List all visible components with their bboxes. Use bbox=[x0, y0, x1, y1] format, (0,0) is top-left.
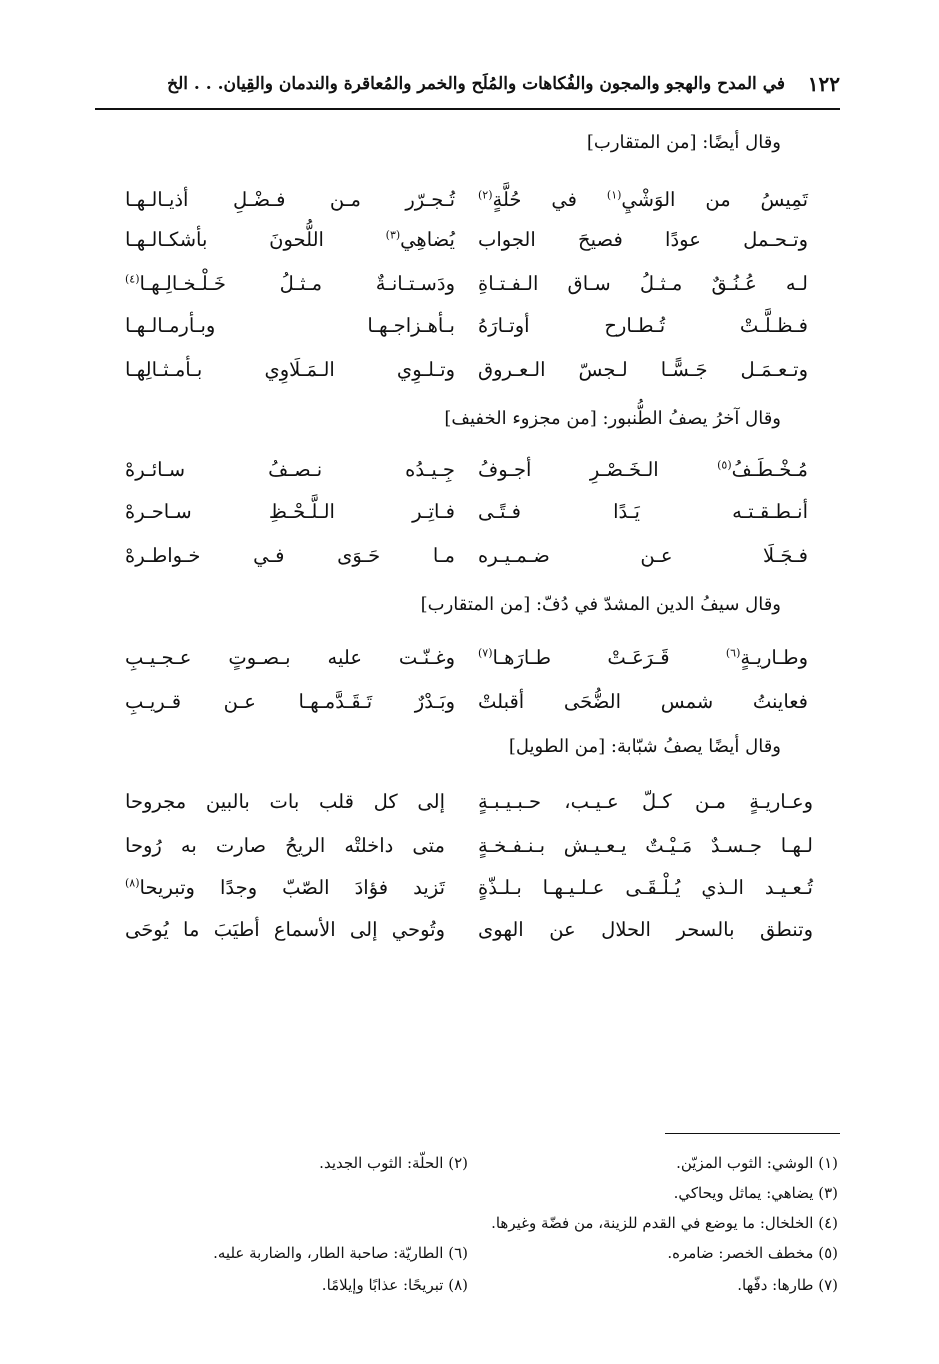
verse-second-hemistich: يُضاهِي$^{(٣)}$ اللُّحونَ بأشكـالـهـا bbox=[125, 228, 455, 251]
verse-first-hemistich: فـظـلَّـتْ تُـطـارح أوتـارَهُ bbox=[478, 314, 808, 337]
verse-first-hemistich: تُـعـيـد الـذي يُـلْـقَـى عـلـيـهـا بـلـذّةٍ bbox=[478, 876, 813, 899]
verse-second-hemistich: إلى كل قلب بات بالبين مجروحا bbox=[125, 790, 445, 813]
verse-second-hemistich: مـا حَـوَى فـي خـواطـرهْ bbox=[125, 544, 455, 567]
footnote: (٤) الخلخال: ما يوضع في القدم للزينة، من فضّة وغيرها. bbox=[491, 1214, 838, 1232]
verse-first-hemistich: لـه عُـنُـقٌ مـثـلُ سـاق الـفـتـاةِ bbox=[478, 272, 808, 295]
verse-second-hemistich: متى داخلتْه الريحُ صارت به رُوحا bbox=[125, 834, 445, 857]
footnote: (٥) مخطف الخصر: ضامره. bbox=[667, 1244, 838, 1262]
footnote: (٧) طارها: دفّها. bbox=[737, 1276, 838, 1294]
footnote: (٨) تبريحًا: عذابًا وإيلامًا. bbox=[321, 1276, 468, 1294]
verse-first-hemistich: فـجَـلَا عـن ضـمـيـره bbox=[478, 544, 808, 567]
verse-first-hemistich: وتـحـمل عودًا فصيحَ الجواب bbox=[478, 228, 808, 251]
verse-second-hemistich: وتُوحي إلى الأسماع أطيَبَ ما يُوحَى bbox=[125, 918, 445, 941]
page-number: ١٢٢ bbox=[807, 72, 840, 96]
verse-first-hemistich: فعاينتُ شمس الضُّحَى أقبلتْ bbox=[478, 690, 808, 713]
section-intro: وقال أيضًا يصفُ شبّابة: [من الطويل] bbox=[508, 736, 781, 757]
footnote: (١) الوشي: الثوب المزيّن. bbox=[676, 1154, 838, 1172]
verse-second-hemistich: وغـنّـت عليه بـصـوتٍ عـجـيـبِ bbox=[125, 646, 455, 669]
footnote: (٦) الطاريّة: صاحبة الطار، والضاربة عليه. bbox=[213, 1244, 468, 1262]
verse-first-hemistich: أنـطـقـتـه يَـدًا فـتًـى bbox=[478, 500, 808, 523]
verse-second-hemistich: وتـلـوِي الـمَـلَاوِي بـأمـثـالِهـا bbox=[125, 358, 455, 381]
verse-second-hemistich: بـأهـزاجـهـا وبـأرمـالـهـا bbox=[125, 314, 455, 337]
verse-first-hemistich: وتنطق بالسحر الحلال عن الهوى bbox=[478, 918, 813, 941]
verse-first-hemistich: تَمِيسُ من الوَشْيِ$^{(١)}$ في حُلَّةٍ$^{(٢)}$ bbox=[478, 188, 808, 211]
verse-second-hemistich: ودَسـتـانـةٌ مـثـلُ خَـلْـخـالِـهـا$^{(٤)}$ bbox=[125, 272, 455, 295]
section-intro: وقال أيضًا: [من المتقارب] bbox=[586, 132, 781, 153]
footnote: (٢) الحلّة: الثوب الجديد. bbox=[319, 1154, 468, 1172]
verse-second-hemistich: تُـجـرّر مـن فـضْـلِ أذيـالـهـا bbox=[125, 188, 455, 211]
verse-second-hemistich: جِـيـدُه نـصـفُ سـائـرهْ bbox=[125, 458, 455, 481]
verse-first-hemistich: وتـعـمَـل جَـسًّـا لـجسّ الـعـروق bbox=[478, 358, 808, 381]
verse-first-hemistich: لـهـا جـسـدٌ مَـيْـتٌ يـعـيـش بـنـفـخـةٍ bbox=[478, 834, 813, 857]
footnote: (٣) يضاهي: يماثل ويحاكي. bbox=[673, 1184, 838, 1202]
running-header bbox=[95, 70, 840, 110]
verse-second-hemistich: فـاتِـر الـلَّـحْـظِ سـاحـرهْ bbox=[125, 500, 455, 523]
header-title: في المدح والهجو والمجون والفُكاهات والمُلَح والخمر والمُعاقرة والندمان والقِيان. . . الخ bbox=[167, 74, 785, 94]
verse-first-hemistich: مُـخْـطَـفُ$^{(٥)}$ الـخَـصْـرِ أجـوفُ bbox=[478, 458, 808, 481]
section-intro: وقال آخرُ يصفُ الطُّنبور: [من مجزوء الخفيف] bbox=[444, 408, 781, 429]
verse-first-hemistich: وطـاريـةٍ$^{(٦)}$ قَـرَعَـتْ طـارَهـا$^{(٧)}$ bbox=[478, 646, 808, 669]
verse-second-hemistich: تَزيد فؤادَ الصّبّ وجدًا وتبريحا$^{(٨)}$ bbox=[125, 876, 445, 899]
section-intro: وقال سيفُ الدين المشدّ في دُفّ: [من المتقارب] bbox=[420, 594, 781, 615]
footnote-separator bbox=[665, 1133, 840, 1134]
verse-second-hemistich: وبَـدْرٌ تَـقَـدَّمـهـا عـن قـريـبِ bbox=[125, 690, 455, 713]
verse-first-hemistich: وعـاريـةٍ مـن كـلّ عـيـب، حـبـيـبـةٍ bbox=[478, 790, 813, 813]
